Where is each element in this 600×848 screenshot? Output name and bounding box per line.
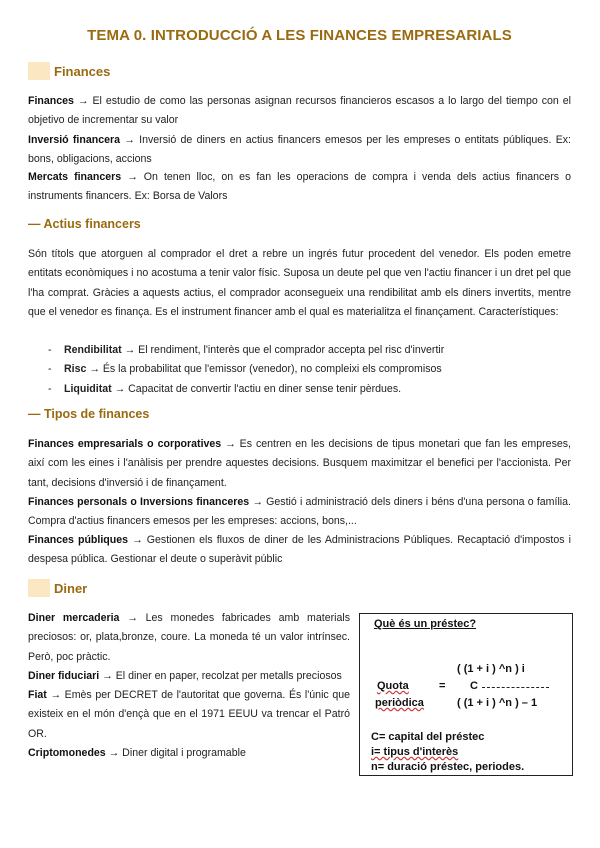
item-text: → Capacitat de convertir l'actiu en diner sense tenir pèrdues. xyxy=(111,382,402,395)
item-text: → El rendiment, l'interès que el comprador accepta pel risc d'invertir xyxy=(121,344,445,356)
formula-numerator: ( (1 + i ) ^n ) i xyxy=(457,663,525,675)
legend-i: i= tipus d'interès xyxy=(371,746,459,758)
bullet-dash: - xyxy=(48,363,52,376)
def-cripto xyxy=(28,744,350,763)
bullet-dash: - xyxy=(48,382,52,395)
legend-c: C= capital del préstec xyxy=(371,731,485,743)
list-item xyxy=(28,380,571,399)
def-text: → El estudio de como las personas asignan recursos financieros escasos a lo largo del tiempo con el objetivo de incrementar su valor xyxy=(28,95,571,127)
list-item xyxy=(28,341,571,360)
formula-denominator: ( (1 + i ) ^n ) – 1 xyxy=(457,697,538,709)
def-term: Finances empresarials o corporatives xyxy=(28,438,222,450)
item-term: Liquiditat xyxy=(64,382,112,395)
def-term: Fiat xyxy=(28,689,47,702)
item-term: Risc xyxy=(64,363,87,376)
section-heading-diner xyxy=(28,578,87,598)
bullet-dash: - xyxy=(48,344,52,356)
def-text: → Les monedes fabricades amb materials preciosos: or, plata,bronze, coure. La moneda té un valor intrínsec. Però, poc pràctic. xyxy=(28,612,351,663)
heading-text: Diner xyxy=(54,580,88,596)
box-question: Què és un préstec? xyxy=(374,618,477,630)
def-text: → Emès per DECRET de l'autoritat que governa. És l'únic que existeix en el món d'ençà que en el 1971 EEUU va trencar el Patró OR. xyxy=(28,689,350,740)
item-text: → És la probabilitat que l'emissor (venedor), no compleixi els compromisos xyxy=(86,363,442,376)
def-text: → Gestionen els fluxos de diner de les Administracions Públiques. Recaptació d'impostos i despesa pública. Gestionar el deute o superàvit públic xyxy=(28,534,571,566)
def-text: → Inversió de diners en actius financers emesos per les empreses o entitats públiques. Ex: bons, obligacions, accions xyxy=(28,134,571,166)
def-personals xyxy=(28,493,571,532)
def-inversio xyxy=(28,131,571,170)
loan-formula-box xyxy=(359,613,573,776)
fraction-line xyxy=(482,687,549,688)
actius-list xyxy=(28,341,571,399)
subheading-tipos: — Tipos de finances xyxy=(28,407,150,421)
def-text: → Es centren en les decisions de tipus monetari que fan les empreses, així com les eines i l'anàlisis per prendre aquestes decisions. Busquem maximitzar el benefici per l'accionista. Per tant, decisions d'inversió i de finançament. xyxy=(28,438,571,489)
def-term: Mercats financers xyxy=(28,171,122,183)
diner-definitions xyxy=(28,609,350,763)
def-mercats xyxy=(28,168,571,207)
def-term: Finances públiques xyxy=(28,534,129,546)
def-term: Finances xyxy=(28,95,74,107)
def-term: Diner mercaderia xyxy=(28,612,120,624)
item-term: Rendibilitat xyxy=(64,344,122,356)
def-finances xyxy=(28,92,571,131)
def-text: → Diner digital i programable xyxy=(105,747,246,760)
def-text: → El diner en paper, recolzat per metalls preciosos xyxy=(99,669,342,682)
page-title: TEMA 0. INTRODUCCIÓ A LES FINANCES EMPRESARIALS xyxy=(87,27,512,44)
heading-marker xyxy=(28,579,50,597)
def-mercaderia xyxy=(28,609,350,667)
legend-n: n= duració préstec, periodes. xyxy=(371,761,525,773)
def-text: → On tenen lloc, on es fan les operacions de compra i venda dels actius financers o instruments financers. Ex: Borsa de Valors xyxy=(28,171,571,203)
actius-intro: Són títols que atorguen al comprador el dret a rebre un ingrés futur procedent del venedor. Els poden emetre entitats econòmiques i no acostuma a tenir valor físic. Suposa un deute pel que ven l'actiu financer i un dret pel que l'ha comprat. Gràcies a aquests actius, el comprador aconsegueix una rendibilitat amb els diners invertits, mentre que el venedor es finança. Es el instrument financer amb el qual es materialitza el finançament. Característiques: xyxy=(28,248,571,318)
def-term: Criptomonedes xyxy=(28,747,106,760)
formula-equals: = xyxy=(439,680,446,692)
def-term: Diner fiduciari xyxy=(28,669,100,682)
formula-label-quota: Quota xyxy=(377,680,409,692)
def-text: → Gestió i administració dels diners i béns d'una persona o família. Compra d'actius financers emesos per les empreses: accions, bons,... xyxy=(28,496,571,528)
def-term: Finances personals o Inversions financeres xyxy=(28,496,250,508)
def-publiques xyxy=(28,531,571,570)
def-fiduciari xyxy=(28,667,350,686)
heading-marker xyxy=(28,62,50,80)
section-heading-finances xyxy=(28,61,110,81)
def-term: Inversió financera xyxy=(28,134,121,146)
def-fiat xyxy=(28,686,350,744)
heading-text: Finances xyxy=(54,63,111,79)
formula-label-periodica: periòdica xyxy=(375,697,424,709)
subheading-actius: — Actius financers xyxy=(28,217,141,231)
list-item xyxy=(28,360,571,379)
def-empresarials xyxy=(28,435,571,493)
formula-c: C xyxy=(470,680,478,692)
